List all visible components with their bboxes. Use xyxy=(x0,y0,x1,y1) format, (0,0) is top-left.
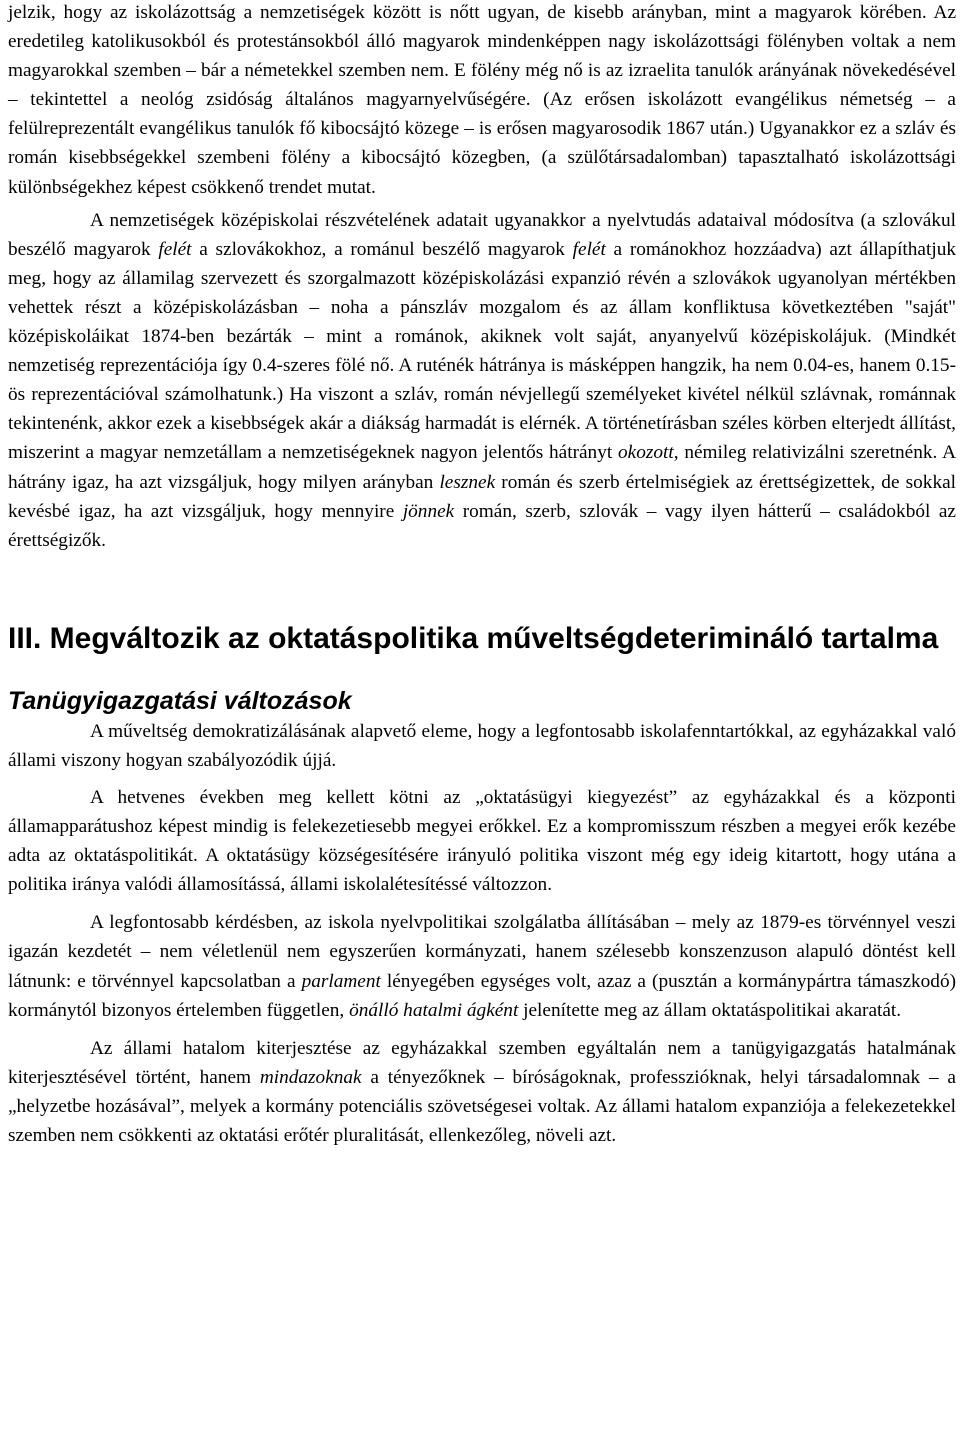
paragraph-text: jelenítette meg az állam oktatáspolitikai akaratát. xyxy=(518,999,902,1021)
section-heading: Tanügyigazgatási változások xyxy=(8,686,352,715)
emphasis-lesznek: lesznek xyxy=(439,471,496,493)
emphasis-parlament: parlament xyxy=(301,970,381,992)
emphasis-felet-1: felét xyxy=(158,238,192,260)
paragraph-text: A nemzetiségek középiskolai részvételének adatait ugyanakkor a nyelvtudás adataival módosítva (a szlovákul beszélő magyarok xyxy=(8,209,956,260)
paragraph-text: , némileg relativizálni szeretnénk. A hátrány igaz, ha azt vizsgáljuk, hogy milyen arányban xyxy=(8,442,956,493)
document-page xyxy=(8,0,956,1150)
paragraph-text: román és szerb értelmiségiek az érettségizettek, de sokkal kevésbé igaz, ha azt vizsgáljuk, hogy mennyire xyxy=(8,471,956,522)
paragraph-text: lényegében egységes volt, azaz a (pusztán a kormánypártra támaszkodó) kormánytól bizonyos értelemben független, xyxy=(8,970,957,1021)
emphasis-onallo-hatalmi-ag: önálló hatalmi ágként xyxy=(349,999,519,1021)
paragraph-nyelvpolitika xyxy=(8,908,956,1024)
paragraph-kozepiskolai-reszvetel xyxy=(8,206,956,555)
paragraph-text: román, szerb, szlovák – vagy ilyen hátterű – családokból az érettségizők. xyxy=(8,500,956,551)
paragraph-text: jelzik, hogy az iskolázottság a nemzetiségek között is nőtt ugyan, de kisebb arányban, mint a magyarok körében. Az eredetileg katolikusokból és protestánsokból álló magyarok mindenképpen nagy iskolázottsági fölényben voltak a nem magyarokkal szemben – bár a németekkel szemben nem. E fölény még nő is az izraelita tanulók arányának növekedésével – tekintettel a neológ zsidóság általános magyarnyelvűségére. (Az erősen iskolázott evangélikus németség – a felülreprezentált evangélikus tanulók fő kibocsájtó közege – is erősen magyarosodik 1867 után.) Ugyanakkor ez a szláv és román kisebbségekkel szembeni fölény a kibocsájtó közegben, (a szülőtársadalomban) tapasztalható iskolázottsági különbségekhez képest csökkenő trendet mutat. xyxy=(8,2,956,198)
emphasis-mindazoknak: mindazoknak xyxy=(259,1066,362,1088)
paragraph-text: A legfontosabb kérdésben, az iskola nyelvpolitikai szolgálatba állításában – mely az 1879-es törvénnyel veszi igazán kezdetét – nem véletlenül nem egyszerűen kormányzati, hanem szélesebb konszenzuson alapuló döntést kell látnunk: e törvénnyel kapcsolatban a xyxy=(8,912,956,992)
paragraph-text: A hetvenes években meg kellett kötni az „oktatásügyi kiegyezést” az egyházakkal és a központi államapparátushoz képest mindig is felekezetiesebb megyei erőkkel. Ez a kompromisszum részben a megyei erők kezébe adta az oktatáspolitikát. A oktatásügy községesítésére irányuló politika viszont még egy ideig kitartott, hogy utána a politika iránya valódi államosítássá, állami iskolalétesítéssé változzon. xyxy=(8,786,956,896)
chapter-heading: III. Megváltozik az oktatáspolitika műveltségdeterimináló tartalma xyxy=(8,621,939,655)
paragraph-muveltseg-demokratizalas xyxy=(8,717,956,775)
paragraph-iskolazottsag xyxy=(8,0,956,202)
paragraph-text: a románokhoz hozzáadva) azt állapíthatjuk meg, hogy az államilag szervezett és szorgalmazott középiskolázási expanzió révén a szlovákok ugyanolyan mértékben vehettek részt a középiskolázásban – noha a pánszláv mozgalom és az állam konfliktusa következtében "saját" középiskoláikat 1874-ben bezárták – mint a románok, akiknek volt saját, anyanyelvű középiskolájuk. (Mindkét nemzetiség reprezentációja így 0.4-szeres fölé nő. A ruténék hátránya is másképpen hangzik, ha nem 0.04-es, hanem 0.15-ös reprezentációval számolhatunk.) Ha viszont a szláv, román névjellegű személyeket kivétel nélkül szlávnak, románnak tekintenénk, akkor ezek a kisebbségek akár a diákság harmadát is elérnék. A történetírásban széles körben elterjedt állítást, miszerint a magyar nemzetállam a nemzetiségeknek nagyon jelentős hátrányt xyxy=(8,238,956,464)
emphasis-felet-2: felét xyxy=(572,238,606,260)
paragraph-oktatasugyi-kiegyezes xyxy=(8,783,956,899)
paragraph-text: a tényezőknek – bíróságoknak, professzióknak, helyi társadalomnak – a „helyzetbe hozásával”, melyek a kormány potenciális szövetségesei voltak. Az állami hatalom expanziója a felekezetekkel szemben nem csökkenti az oktatási erőtér pluralitását, ellenkezőleg, növeli azt. xyxy=(8,1066,956,1146)
paragraph-text: a szlovákokhoz, a románul beszélő magyarok xyxy=(191,238,573,260)
emphasis-okozott: okozott xyxy=(618,442,674,464)
paragraph-allami-hatalom xyxy=(8,1034,956,1150)
paragraph-text: A műveltség demokratizálásának alapvető eleme, hogy a legfontosabb iskolafenntartókkal, az egyházakkal való állami viszony hogyan szabályozódik újjá. xyxy=(8,720,956,771)
paragraph-text: Az állami hatalom kiterjesztése az egyházakkal szemben egyáltalán nem a tanügyigazgatás hatalmának kiterjesztésével történt, hanem xyxy=(8,1037,956,1088)
emphasis-jonnek: jönnek xyxy=(402,500,455,522)
